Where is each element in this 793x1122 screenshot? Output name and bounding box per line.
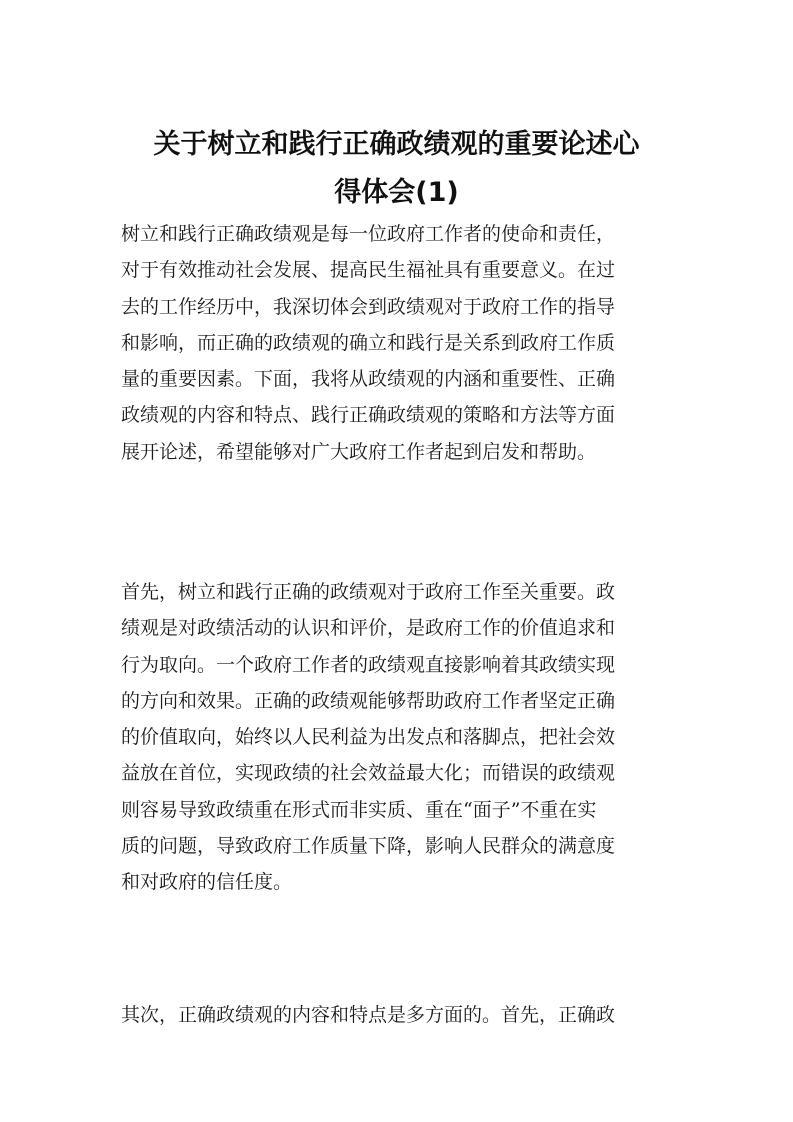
text-line: 和影响，而正确的政绩观的确立和践行是关系到政府工作质 [121, 331, 616, 354]
text-line: 量的重要因素。下面，我将从政绩观的内涵和重要性、正确 [121, 368, 616, 391]
title-line: 关于树立和践行正确政绩观的重要论述心 [153, 129, 640, 160]
text-line: 对于有效推动社会发展、提高民生福祉具有重要意义。在过 [121, 259, 616, 282]
text-line: 则容易导致政绩重在形式而非实质、重在“面子”不重在实 [121, 798, 597, 821]
paragraph-second-point [121, 997, 681, 1033]
text-line: 益放在首位，实现政绩的社会效益最大化；而错误的政绩观 [121, 762, 616, 785]
text-line: 的方向和效果。正确的政绩观能够帮助政府工作者坚定正确 [121, 689, 616, 712]
document-title [121, 121, 672, 217]
text-line: 的价值取向，始终以人民利益为出发点和落脚点，把社会效 [121, 726, 616, 749]
text-line: 和对政府的信任度。 [121, 871, 293, 894]
text-line: 树立和践行正确政绩观是每一位政府工作者的使命和责任， [121, 223, 616, 245]
text-line: 展开论述，希望能够对广大政府工作者起到启发和帮助。 [121, 440, 597, 463]
text-line: 其次，正确政绩观的内容和特点是多方面的。首先，正确政 [121, 1004, 616, 1026]
text-line: 绩观是对政绩活动的认识和评价，是政府工作的价值追求和 [121, 617, 616, 640]
text-line: 去的工作经历中，我深切体会到政绩观对于政府工作的指导 [121, 295, 616, 318]
text-line: 质的问题，导致政府工作质量下降，影响人民群众的满意度 [121, 835, 616, 858]
paragraph-first-point [121, 574, 681, 901]
text-line: 行为取向。一个政府工作者的政绩观直接影响着其政绩实现 [121, 653, 616, 676]
title-line: 得体会(1) [334, 177, 459, 208]
paragraph-intro [121, 216, 681, 470]
text-line: 首先，树立和践行正确的政绩观对于政府工作至关重要。政 [121, 581, 616, 603]
text-line: 政绩观的内容和特点、践行正确政绩观的策略和方法等方面 [121, 404, 616, 427]
